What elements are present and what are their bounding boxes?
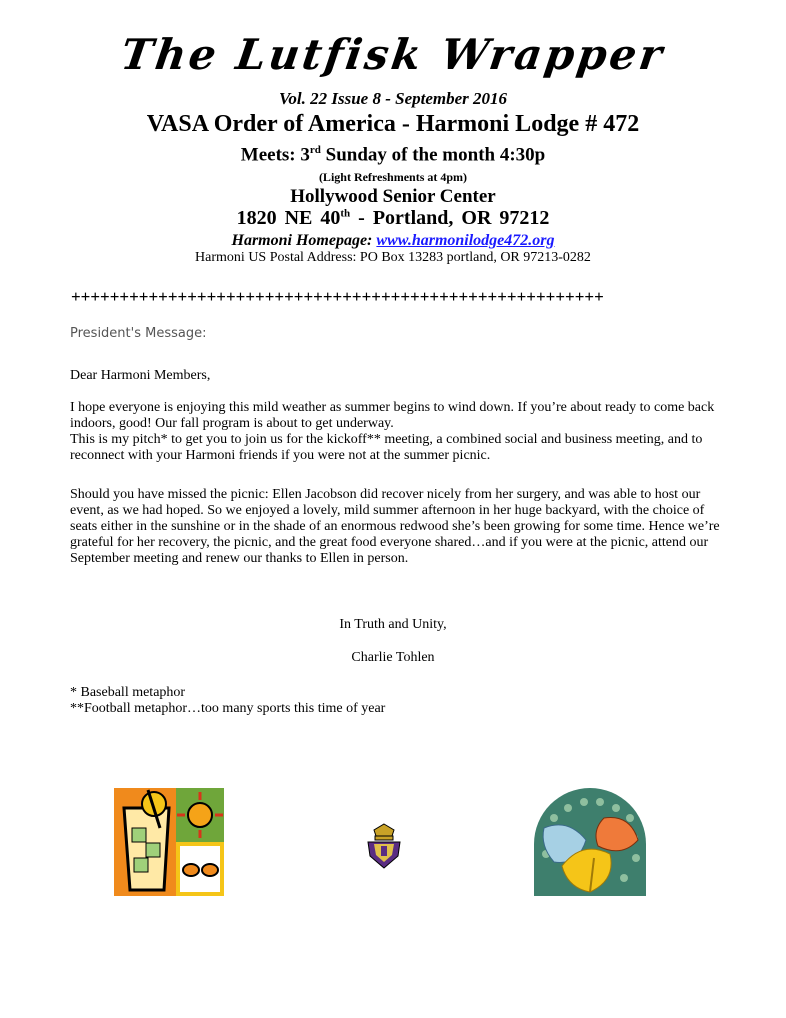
homepage-label: Harmoni Homepage: — [231, 232, 377, 249]
homepage-line — [0, 232, 786, 250]
meets-prefix: Meets: 3 — [240, 144, 310, 166]
divider-line: +++++++++++++++++++++++++++++++++++++++++++++++++++++++ — [71, 287, 604, 306]
refreshments-note: (Light Refreshments at 4pm) — [318, 170, 468, 184]
organization-name: VASA Order of America - Harmoni Lodge # 472 — [146, 111, 640, 137]
footnote-2: **Football metaphor…too many sports this time of year — [70, 701, 386, 716]
salutation: Dear Harmoni Members, — [70, 368, 211, 383]
presidents-message-heading: President's Message: — [70, 326, 207, 341]
summer-drink-clipart — [114, 788, 224, 896]
newsletter-title: The Lutfisk Wrapper — [117, 30, 669, 79]
meeting-schedule — [0, 144, 786, 166]
address-suffix: - Portland, OR 97212 — [350, 207, 550, 229]
meets-suffix: Sunday of the month 4:30p — [320, 144, 546, 166]
vasa-crest-emblem — [364, 822, 404, 870]
paragraph-2: Should you have missed the picnic: Ellen Jacobson did recover nicely from her surgery, and was able to host our event, as we had hoped. So we enjoyed a lovely, mild summer afternoon in her huge backyard, with the choice of seats either in the sunshine or in the shade of an enormous redwood she’s been growing for some time. Hence we’re grateful for her recovery, the picnic, and the great food everyone shared…and if you were at the picnic, attend our September meeting and renew our thanks to Ellen in person. — [70, 487, 720, 566]
venue-name: Hollywood Senior Center — [290, 186, 496, 207]
venue-address — [0, 207, 786, 230]
signature: Charlie Tohlen — [351, 650, 435, 665]
autumn-leaves-clipart — [534, 788, 646, 896]
closing: In Truth and Unity, — [339, 617, 447, 632]
volume-line: Vol. 22 Issue 8 - September 2016 — [278, 89, 508, 108]
meets-sup: rd — [309, 144, 321, 156]
paragraph-1: I hope everyone is enjoying this mild weather as summer begins to wind down. If you’re about ready to come back indoors, good! Our fall program is about to get underway. — [70, 400, 715, 431]
address-sup: th — [340, 207, 351, 220]
postal-address: Harmoni US Postal Address: PO Box 13283 portland, OR 97213-0282 — [195, 250, 591, 265]
footnote-1: * Baseball metaphor — [70, 685, 186, 700]
address-prefix: 1820 NE 40 — [236, 207, 341, 229]
homepage-link[interactable]: www.harmonilodge472.org — [376, 232, 555, 249]
paragraph-1b: This is my pitch* to get you to join us for the kickoff** meeting, a combined social and business meeting, and to reconnect with your Harmoni friends if you were not at the summer picnic. — [70, 432, 703, 463]
